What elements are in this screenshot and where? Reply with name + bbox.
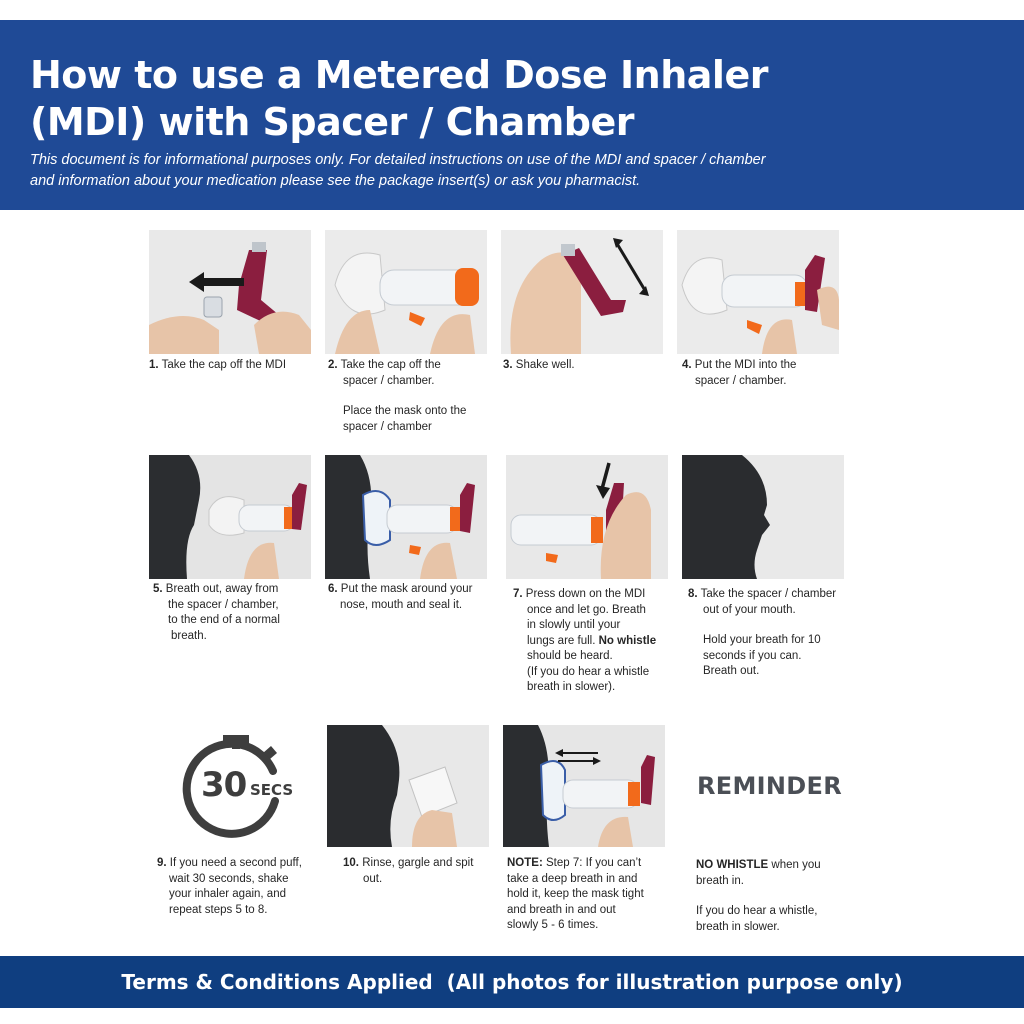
note-text: and breath in and out: [507, 903, 616, 916]
step-8-caption: [688, 587, 868, 680]
reminder-text: breath in slower.: [696, 920, 780, 933]
step-text: once and let go. Breath: [527, 603, 646, 616]
step-text: should be heard.: [527, 650, 613, 662]
step-text: spacer / chamber.: [343, 374, 435, 387]
reminder-heading: REMINDER: [697, 772, 842, 800]
step-text: spacer / chamber: [343, 420, 432, 433]
step-number: 10.: [343, 857, 359, 869]
step-1-caption: [149, 358, 319, 374]
step-text: breath.: [171, 629, 207, 642]
note-text: hold it, keep the mask tight: [507, 888, 644, 900]
step-number: 7.: [513, 588, 523, 600]
no-whistle-emphasis: No whistle: [598, 634, 657, 647]
step-text: (If you do hear a whistle: [527, 665, 650, 678]
step-3-photo: [501, 230, 663, 354]
step-text: the spacer / chamber,: [168, 598, 279, 611]
step-7-photo: [506, 455, 668, 579]
step-10-photo: [327, 725, 489, 847]
footer-banner: Terms & Conditions Applied (All photos for illustration purpose only): [0, 956, 1024, 1008]
step-2-photo: [325, 230, 487, 354]
reminder-emphasis: NO WHISTLE: [696, 859, 769, 871]
step-text: Breath out, away from: [165, 583, 279, 595]
step-4-photo: [677, 230, 839, 354]
step-number: 5.: [153, 583, 163, 595]
step-text: Take the spacer / chamber: [700, 588, 837, 600]
step-text: Press down on the MDI: [525, 588, 646, 600]
step-text: your inhaler again, and: [169, 888, 286, 900]
step-number: 8.: [688, 588, 698, 600]
title-line-1: How to use a Metered Dose Inhaler: [30, 53, 768, 97]
header-banner: [0, 20, 1024, 210]
step-text: Take the cap off the MDI: [161, 359, 287, 371]
step-number: 2.: [328, 359, 338, 371]
step-text: Breath out.: [703, 665, 760, 677]
step-text: Shake well.: [515, 359, 575, 371]
step-9-caption: [157, 856, 327, 918]
step-4-caption: [682, 358, 852, 389]
step-text: out of your mouth.: [703, 603, 796, 616]
step-2-caption: [328, 358, 498, 435]
stopwatch-icon: [175, 733, 300, 838]
timer-unit: SECS: [250, 781, 294, 799]
note-text: Step 7: If you can’t: [545, 857, 642, 869]
step-text: Rinse, gargle and spit: [362, 857, 474, 869]
step-text: Put the MDI into the: [694, 359, 797, 371]
reminder-text: when you: [768, 859, 821, 871]
step-text: lungs are full.: [527, 634, 596, 647]
step-1-photo: [149, 230, 311, 354]
step-6-photo: [325, 455, 487, 579]
disclaimer-text: This document is for informational purposes only. For detailed instructions on use of the MDI and spacer / chamber and information about your medication please see the package insert(s) or ask you pharmacist.: [30, 152, 766, 189]
page-title: [30, 52, 768, 146]
step-text: breath in slower).: [527, 681, 616, 693]
note-caption: [507, 856, 682, 934]
timer-number: 30: [201, 765, 247, 805]
step-10-caption: [343, 856, 513, 887]
step-number: 9.: [157, 857, 167, 869]
note-label: NOTE:: [507, 857, 543, 869]
step-text: to the end of a normal: [168, 614, 280, 626]
step-5-photo: [149, 455, 311, 579]
step-number: 6.: [328, 583, 338, 595]
step-text: nose, mouth and seal it.: [340, 598, 463, 611]
step-text: spacer / chamber.: [695, 374, 787, 387]
step-text: in slowly until your: [527, 619, 621, 631]
reminder-text: If you do hear a whistle,: [696, 905, 818, 917]
step-text: Take the cap off the: [340, 359, 441, 371]
step-number: 3.: [503, 359, 513, 371]
step-text: repeat steps 5 to 8.: [169, 903, 268, 916]
reminder-caption: [696, 858, 876, 935]
step-3-caption: [503, 358, 673, 374]
note-photo: [503, 725, 665, 847]
step-text: seconds if you can.: [703, 649, 802, 662]
note-text: take a deep breath in and: [507, 872, 638, 885]
step-text: If you need a second puff,: [169, 857, 302, 869]
note-text: slowly 5 - 6 times.: [507, 919, 599, 931]
step-text: Hold your breath for 10: [703, 634, 821, 646]
step-number: 1.: [149, 359, 159, 371]
step-7-caption: [513, 587, 683, 696]
step-5-caption: [153, 582, 323, 644]
step-number: 4.: [682, 359, 692, 371]
step-text: wait 30 seconds, shake: [169, 872, 289, 885]
step-text: out.: [363, 872, 383, 885]
step-6-caption: [328, 582, 503, 613]
step-text: Place the mask onto the: [343, 405, 467, 417]
step-text: Put the mask around your: [340, 583, 473, 595]
reminder-text: breath in.: [696, 874, 744, 887]
title-line-2: (MDI) with Spacer / Chamber: [30, 100, 635, 144]
step-8-photo: [682, 455, 844, 579]
